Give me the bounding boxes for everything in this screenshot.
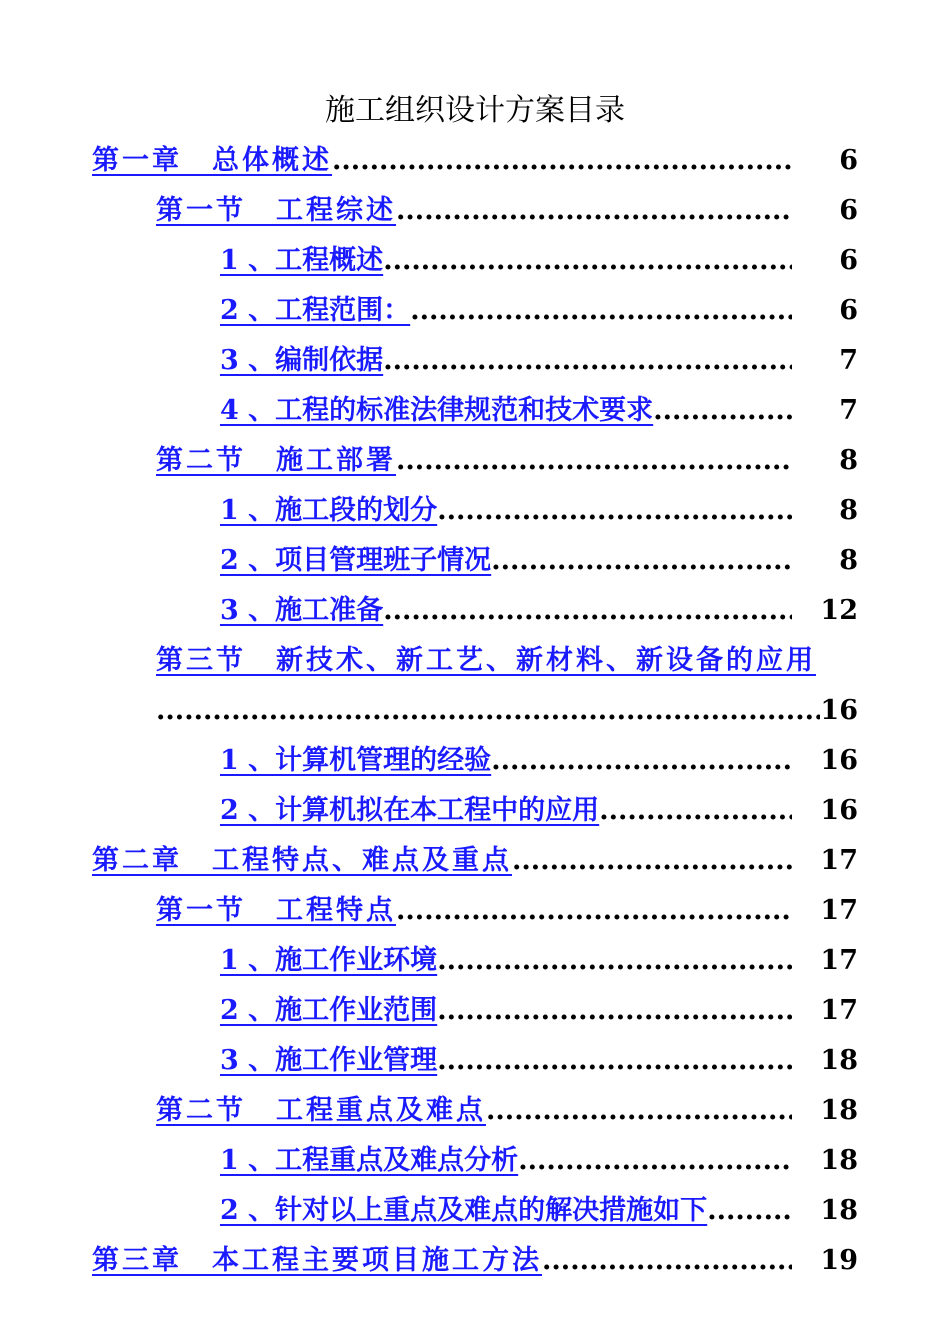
toc-dot-leader — [437, 988, 792, 1034]
toc-dot-leader — [332, 138, 792, 184]
toc-entry-link[interactable]: 2 、项目管理班子情况 — [220, 545, 492, 576]
toc-dot-leader — [156, 688, 820, 734]
toc-entry-line — [92, 138, 792, 184]
toc-entry-link[interactable]: 第三节 新技术、新工艺、新材料、新设备的应用 — [156, 645, 816, 676]
toc-entry — [0, 888, 950, 938]
toc-page-number: 12 — [820, 595, 858, 626]
toc-entry-link[interactable]: 2 、针对以上重点及难点的解决措施如下 — [220, 1195, 708, 1226]
toc-entry-line — [220, 338, 792, 384]
toc-page-number: 17 — [820, 895, 858, 926]
toc-dot-leader — [512, 838, 792, 884]
toc-entry — [0, 188, 950, 238]
toc-entry-line — [156, 638, 858, 684]
toc-page-number: 16 — [820, 695, 858, 726]
toc-entry — [0, 338, 950, 388]
toc-entry — [0, 388, 950, 438]
toc-dot-leader — [437, 938, 792, 984]
toc-dot-leader — [437, 1038, 792, 1084]
toc-entry-line — [220, 388, 792, 434]
table-of-contents — [0, 138, 950, 1288]
toc-page-number: 18 — [820, 1195, 858, 1226]
toc-page-number: 18 — [820, 1145, 858, 1176]
toc-page-number: 6 — [839, 295, 858, 326]
toc-dot-leader — [599, 788, 792, 834]
toc-entry — [0, 638, 950, 738]
toc-dot-leader — [542, 1238, 792, 1284]
toc-dot-leader — [653, 388, 792, 434]
toc-entry-line — [220, 938, 792, 984]
toc-page-number: 18 — [820, 1095, 858, 1126]
document-title: 施工组织设计方案目录 — [325, 93, 625, 128]
toc-entry-line — [220, 1138, 792, 1184]
toc-page-number: 16 — [820, 795, 858, 826]
toc-entry-line — [156, 888, 792, 934]
toc-entry-line — [156, 1088, 792, 1134]
toc-entry — [0, 288, 950, 338]
toc-entry-line — [220, 788, 792, 834]
toc-entry — [0, 1188, 950, 1238]
toc-entry-line — [220, 238, 792, 284]
toc-entry-line — [220, 588, 792, 634]
toc-entry-line — [220, 738, 792, 784]
toc-entry-link[interactable]: 3 、施工准备 — [220, 595, 384, 626]
toc-entry — [0, 488, 950, 538]
toc-entry-link[interactable]: 2 、计算机拟在本工程中的应用 — [220, 795, 600, 826]
toc-page-number: 7 — [839, 345, 858, 376]
toc-dot-leader — [491, 738, 792, 784]
toc-entry-link[interactable]: 3 、编制依据 — [220, 345, 384, 376]
toc-page-number: 6 — [839, 145, 858, 176]
toc-dot-leader — [707, 1188, 792, 1234]
toc-dot-leader — [486, 1088, 792, 1134]
toc-entry — [0, 238, 950, 288]
toc-entry-link[interactable]: 第三章 本工程主要项目施工方法 — [92, 1245, 542, 1276]
toc-page-number: 16 — [820, 745, 858, 776]
toc-entry — [0, 438, 950, 488]
toc-entry-link[interactable]: 第一节 工程特点 — [156, 895, 396, 926]
toc-entry-link[interactable]: 2 、工程范围： — [220, 295, 411, 326]
toc-entry-link[interactable]: 1 、施工段的划分 — [220, 495, 438, 526]
toc-dot-leader — [396, 188, 792, 234]
toc-entry-line — [92, 838, 792, 884]
toc-dot-leader — [396, 438, 792, 484]
toc-entry-line — [220, 488, 792, 534]
toc-page-number: 17 — [820, 995, 858, 1026]
toc-entry-link[interactable]: 1 、施工作业环境 — [220, 945, 438, 976]
toc-entry-line — [220, 538, 792, 584]
toc-entry-link[interactable]: 第一节 工程综述 — [156, 195, 396, 226]
toc-entry — [0, 1138, 950, 1188]
toc-entry-line — [156, 188, 792, 234]
toc-page-number: 8 — [839, 445, 858, 476]
toc-entry — [0, 988, 950, 1038]
toc-dot-leader — [396, 888, 792, 934]
toc-dot-leader — [518, 1138, 792, 1184]
toc-entry-link[interactable]: 第一章 总体概述 — [92, 145, 332, 176]
toc-entry-line — [220, 988, 792, 1034]
toc-entry — [0, 538, 950, 588]
toc-page-number: 17 — [820, 945, 858, 976]
toc-page-number: 19 — [820, 1245, 858, 1276]
toc-entry-link[interactable]: 2 、施工作业范围 — [220, 995, 438, 1026]
toc-entry — [0, 838, 950, 888]
toc-dot-leader — [383, 238, 792, 284]
toc-entry — [0, 138, 950, 188]
toc-entry-line — [220, 1038, 792, 1084]
toc-page-number: 6 — [839, 245, 858, 276]
toc-entry — [0, 738, 950, 788]
toc-page-number: 17 — [820, 845, 858, 876]
toc-entry-link[interactable]: 第二节 工程重点及难点 — [156, 1095, 486, 1126]
toc-entry — [0, 588, 950, 638]
toc-page-number: 8 — [839, 495, 858, 526]
toc-page-number: 8 — [839, 545, 858, 576]
toc-entry-line — [156, 438, 792, 484]
toc-entry-link[interactable]: 4 、工程的标准法律规范和技术要求 — [220, 395, 654, 426]
toc-entry-line — [220, 1188, 792, 1234]
toc-entry-link[interactable]: 第二章 工程特点、难点及重点 — [92, 845, 512, 876]
toc-entry-line — [220, 288, 792, 334]
toc-entry-continuation — [156, 688, 858, 734]
toc-entry — [0, 1088, 950, 1138]
toc-dot-leader — [383, 338, 792, 384]
toc-entry — [0, 1038, 950, 1088]
toc-entry-line — [92, 1238, 792, 1284]
toc-entry — [0, 788, 950, 838]
toc-entry-link[interactable]: 1 、工程概述 — [220, 245, 384, 276]
toc-entry-link[interactable]: 1 、工程重点及难点分析 — [220, 1145, 519, 1176]
toc-page-number: 7 — [839, 395, 858, 426]
toc-entry-link[interactable]: 1 、计算机管理的经验 — [220, 745, 492, 776]
toc-dot-leader — [410, 288, 792, 334]
toc-dot-leader — [437, 488, 792, 534]
toc-dot-leader — [491, 538, 792, 584]
toc-page-number: 6 — [839, 195, 858, 226]
toc-entry — [0, 1238, 950, 1288]
toc-entry-link[interactable]: 第二节 施工部署 — [156, 445, 396, 476]
toc-entry-link[interactable]: 3 、施工作业管理 — [220, 1045, 438, 1076]
toc-dot-leader — [383, 588, 792, 634]
toc-entry — [0, 938, 950, 988]
toc-page-number: 18 — [820, 1045, 858, 1076]
